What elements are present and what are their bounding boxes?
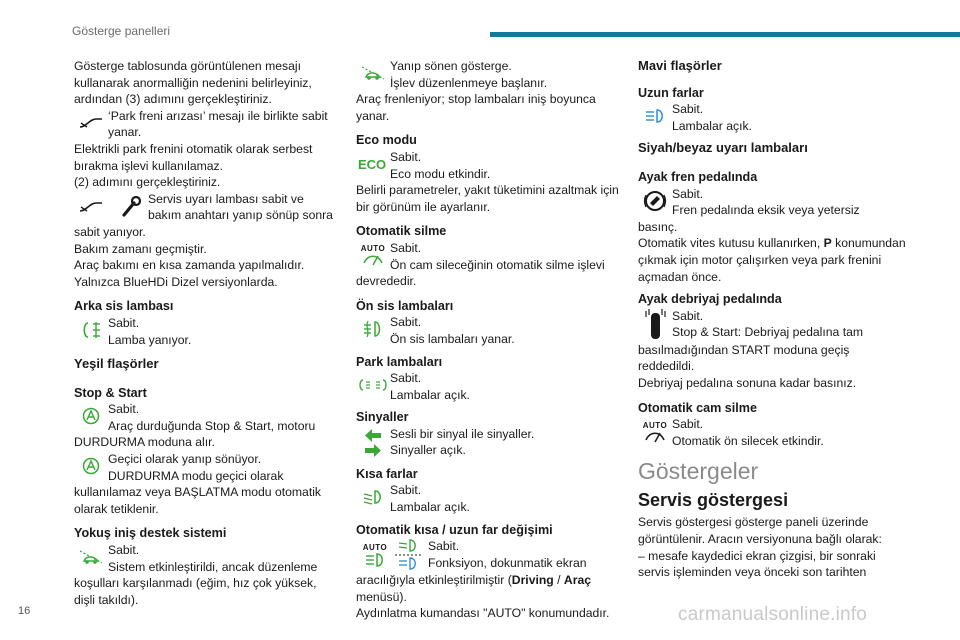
auto-beam-extra: Aydınlatma kumandası "AUTO" konumundadır. [356, 606, 610, 621]
indicators-title: Sinyaller [356, 410, 409, 425]
rear-fog-state: Sabit. [108, 315, 140, 330]
service-warning-text: Servis uyarı lambası sabit ve bakım anahtarı yanıp sönüp sonra [148, 191, 333, 223]
auto-wipe-entry [356, 240, 620, 273]
brake-pedal-title: Ayak fren pedalında [638, 169, 758, 184]
brake-pedal-icon [638, 186, 672, 216]
indicators-entry [356, 426, 620, 460]
hill-descent-desc-b: koşulları karşılanmadı (eğim, hız çok yüksek, dişli takıldı). [74, 576, 317, 607]
indicators-state: Sesli bir sinyal ile sinyaller. [390, 426, 535, 441]
header-accent-bar [490, 32, 960, 37]
brake-pedal-extra [638, 235, 908, 285]
front-fog-desc: Ön sis lambaları yanar. [390, 331, 515, 346]
auto-wiper-label: AUTO [642, 420, 668, 430]
auto-beam-entry [356, 538, 620, 572]
clutch-extra: Debriyaj pedalına sonuna kadar basınız. [638, 375, 857, 390]
intro-text: Gösterge tablosunda görüntülenen mesajı kullanarak anormalliğin nedenini belirleyiniz, ardından (3) adımını gerçekleştiriniz. [74, 59, 312, 107]
high-beam-entry [638, 101, 908, 134]
step-2-text: (2) adımını gerçekleştiriniz. [74, 175, 221, 190]
auto-wipe-2-state: Sabit. [672, 417, 704, 432]
stop-start-desc-1a: Araç durduğunda Stop & Start, motoru [108, 418, 316, 433]
auto-dipped-beam-icon [395, 539, 421, 571]
service-indicator-title: Servis göstergesi [638, 489, 789, 510]
park-brake-warning [74, 108, 336, 141]
blue-lamps-title: Mavi flaşörler [638, 58, 722, 73]
service-item-b: servis işleminden veya önceki son tarihten [638, 565, 867, 580]
bw-lamps-title: Siyah/beyaz uyarı lambaları [638, 140, 808, 156]
auto-wipe-state: Sabit. [390, 240, 422, 255]
eco-extra: Belirli parametreler, yakıt tüketimini azaltmak için bir görünüm ile ayarlanır. [356, 183, 619, 214]
auto-beam-desc-a: Fonksiyon, dokunmatik ekran [428, 555, 587, 570]
park-brake-text: Elektrikli park frenini otomatik olarak serbest bırakma işlevi kullanılamaz. [74, 141, 313, 173]
front-fog-lamp-icon [356, 314, 390, 344]
stop-start-flashing-icon [74, 451, 108, 481]
auto-wipe-title: Otomatik silme [356, 224, 447, 239]
gauges-section-title: Göstergeler [638, 458, 759, 485]
auto-beam-driving: Driving [511, 573, 554, 588]
stop-start-desc-2a: DURDURMA modu geçici olarak [108, 468, 284, 483]
clutch-foot-icon [638, 308, 672, 342]
page-header-title: Gösterge panelleri [72, 24, 171, 38]
column-2 [356, 58, 620, 622]
park-lamps-entry [356, 370, 620, 403]
auto-beam-label: AUTO [362, 542, 388, 552]
rear-fog-desc: Lamba yanıyor. [108, 332, 192, 347]
rear-fog-lamp-icon [74, 315, 108, 345]
brake-extra-pre: Otomatik vites kutusu kullanırken, [638, 236, 824, 251]
stop-start-state-1: Sabit. [108, 402, 140, 417]
front-fog-state: Sabit. [390, 315, 422, 330]
service-line-2: Araç bakımı en kısa zamanda yapılmalıdır. [74, 258, 305, 273]
park-lamps-state: Sabit. [390, 371, 422, 386]
rear-fog-entry [74, 315, 336, 348]
dipped-beam-icon [356, 482, 390, 512]
hill-descent-flash-entry [356, 58, 620, 91]
dipped-beam-desc: Lambalar açık. [390, 500, 470, 515]
green-lamps-title: Yeşil flaşörler [74, 356, 159, 372]
stop-start-icon [74, 401, 108, 431]
clutch-pedal-entry [638, 308, 908, 342]
auto-wipe-2-desc: Otomatik ön silecek etkindir. [672, 433, 824, 448]
brake-pedal-desc-a: Fren pedalında eksik veya yetersiz [672, 203, 860, 218]
auto-beam-sep: / [553, 573, 564, 588]
auto-wipe-desc-b: devrededir. [356, 274, 417, 289]
dipped-beam-title: Kısa farlar [356, 466, 418, 481]
eco-mode-title: Eco modu [356, 133, 417, 148]
high-beam-title: Uzun farlar [638, 85, 704, 100]
svg-text:ECO: ECO [358, 156, 387, 171]
indicators-desc: Sinyaller açık. [390, 443, 466, 458]
auto-beam-desc-b-pre: aracılığıyla etkinleştirilmiştir ( [356, 573, 512, 588]
park-lamps-desc: Lambalar açık. [390, 387, 470, 402]
front-fog-entry [356, 314, 620, 347]
dipped-beam-state: Sabit. [390, 483, 422, 498]
auto-wipe-2-title: Otomatik cam silme [638, 400, 757, 415]
auto-beam-state: Sabit. [428, 539, 460, 554]
park-brake-warning-text: ‘Park freni arızası’ mesajı ile birlikte sabit yanar. [108, 108, 328, 140]
hill-descent-flashing-icon [356, 58, 390, 88]
clutch-pedal-title: Ayak debriyaj pedalında [638, 292, 782, 307]
auto-wipe-desc-a: Ön cam sileceğinin otomatik silme işlevi [390, 257, 605, 272]
auto-beam-desc-b-post: menüsü). [356, 589, 407, 604]
watermark: carmanualsonline.info [678, 604, 868, 625]
park-brake-wrench-icon [74, 108, 108, 138]
auto-wipe-2-entry [638, 416, 908, 449]
service-indicator-text: Servis göstergesi gösterge paneli üzerinde görüntülenir. Aracın versiyonuna bağlı olarak: [638, 515, 882, 547]
hill-descent-desc-a: Sistem etkinleştirildi, ancak düzenleme [108, 559, 318, 574]
stop-start-title: Stop & Start [74, 385, 147, 400]
stop-start-state-2: Geçici olarak yanıp sönüyor. [108, 452, 262, 467]
stop-start-entry-2 [74, 451, 336, 484]
auto-beam-title: Otomatik kısa / uzun far değişimi [356, 522, 553, 537]
hill-descent-icon [74, 542, 108, 572]
service-cont-text: sabit yanıyor. [74, 224, 146, 239]
eco-state: Sabit. [390, 149, 422, 164]
dipped-beam-entry [356, 482, 620, 515]
hill-descent-state: Sabit. [108, 543, 140, 558]
service-line-1: Bakım zamanı geçmiştir. [74, 241, 207, 256]
auto-beam-desc-b [356, 572, 620, 605]
service-item-a: – mesafe kaydedici ekran çizgisi, bir sonraki [638, 548, 876, 563]
brake-extra-post: konumundan çıkmak için motor çalışırken veya park frenini açmadan önce. [638, 236, 906, 284]
column-3 [638, 58, 908, 581]
brake-pedal-entry [638, 186, 908, 219]
brake-pedal-desc-b: basınç. [638, 219, 678, 234]
brake-pedal-state: Sabit. [672, 186, 704, 201]
sidelamps-icon [356, 370, 390, 400]
clutch-state: Sabit. [672, 308, 704, 323]
hill-descent-entry [74, 542, 336, 575]
auto-label: AUTO [360, 244, 386, 254]
high-beam-desc: Lambalar açık. [672, 118, 752, 133]
hill-braking-text: Araç frenleniyor; stop lambaları iniş boyunca yanar. [356, 92, 596, 123]
service-warning [74, 191, 336, 224]
hill-flash-state: Yanıp sönen gösterge. [390, 59, 512, 73]
stop-start-entry-1 [74, 401, 336, 434]
eco-desc: Eco modu etkindir. [390, 166, 491, 181]
page-number: 16 [18, 605, 31, 617]
high-beam-icon [638, 101, 672, 131]
hill-descent-title: Yokuş iniş destek sistemi [74, 526, 227, 541]
hill-flash-desc: İşlev düzenlenmeye başlanır. [390, 75, 548, 90]
auto-high-beam-icon [363, 543, 388, 568]
stop-start-desc-2b: kullanılamaz veya BAŞLATMA modu otomatik olarak tetiklenir. [74, 485, 322, 516]
service-wrench-icon [74, 191, 148, 221]
auto-wiper-black-icon [638, 416, 672, 448]
rear-fog-title: Arka sis lambası [74, 299, 174, 314]
turn-signal-icon [356, 426, 390, 460]
brake-extra-p: P [823, 236, 832, 251]
column-1 [74, 58, 336, 608]
eco-mode-entry [356, 149, 620, 182]
high-beam-state: Sabit. [672, 102, 704, 117]
clutch-desc-a: Stop & Start: Debriyaj pedalına tam [672, 325, 864, 340]
clutch-desc-b: basılmadığından START moduna geçiş reddedildi. [638, 342, 850, 374]
auto-beam-arac: Araç [563, 573, 592, 588]
park-lamps-title: Park lambaları [356, 354, 443, 369]
auto-wiper-icon [356, 240, 390, 272]
stop-start-desc-1b: DURDURMA moduna alır. [74, 435, 215, 450]
service-line-3: Yalnızca BlueHDi Dizel versiyonlarda. [74, 274, 278, 289]
eco-icon [356, 149, 390, 179]
front-fog-title: Ön sis lambaları [356, 298, 454, 313]
auto-beam-icons [356, 538, 428, 572]
